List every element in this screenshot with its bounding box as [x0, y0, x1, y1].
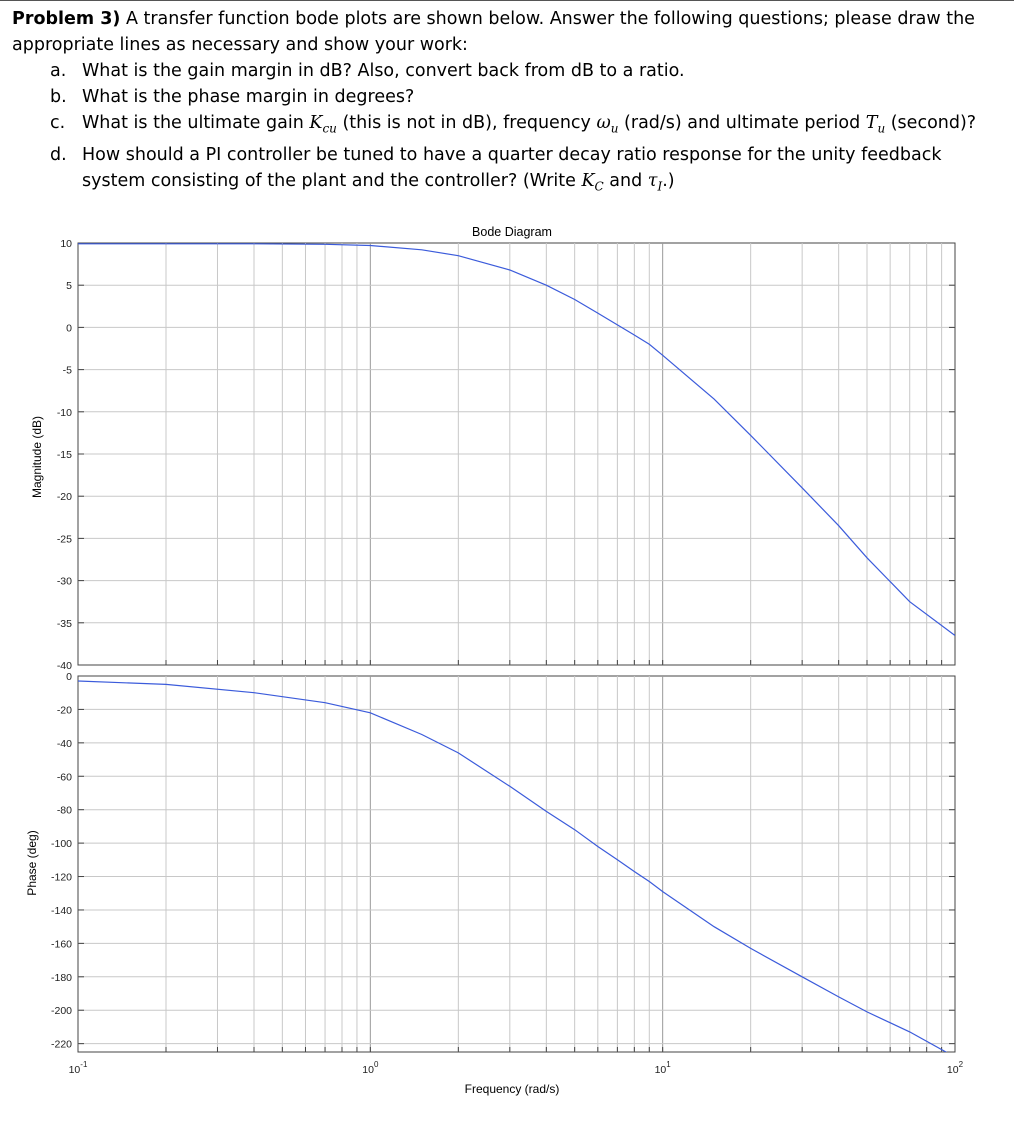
frequency-tick-labels [69, 1060, 964, 1076]
phase-ytick-label: -100 [50, 838, 72, 851]
ultimate-frequency-symbol: $\omega_u$ [596, 113, 619, 136]
question-list [50, 58, 1000, 199]
frequency-tick-label: $10^{-1}$ [68, 1060, 88, 1076]
magnitude-ytick-label: -25 [56, 533, 72, 546]
question-letter: a. [50, 61, 67, 81]
ultimate-period-symbol: $T_u$ [865, 113, 886, 136]
top-rule [0, 0, 1014, 1]
phase-ytick-label: -220 [50, 1038, 72, 1051]
phase-ytick-label: -200 [50, 1005, 72, 1018]
phase-ytick-label: -80 [56, 804, 72, 817]
magnitude-panel [57, 238, 955, 672]
phase-ytick-label: 0 [66, 671, 72, 683]
question-text-part: and [603, 170, 648, 191]
magnitude-ytick-label: -30 [56, 575, 72, 588]
magnitude-ytick-label: -40 [56, 660, 72, 672]
chart-title: Bode Diagram [472, 225, 552, 239]
frequency-tick-label: $10^2$ [946, 1060, 964, 1076]
magnitude-ytick-label: -10 [56, 406, 72, 419]
question-letter: b. [50, 87, 67, 107]
frequency-tick-label: $10^1$ [654, 1060, 671, 1076]
phase-ytick-label: -180 [50, 971, 72, 984]
question-letter: d. [50, 144, 67, 165]
phase-frame [78, 676, 955, 1052]
question-text-part: .) [662, 170, 675, 191]
x-axis-label: Frequency (rad/s) [464, 1082, 560, 1096]
question-d [50, 142, 1000, 200]
question-text-part: How should a PI controller be tuned to have a quarter decay ratio response for the unity feedback system consisting of the plant and the controller? (Write [82, 144, 942, 191]
phase-ytick-label: -20 [56, 704, 72, 717]
question-b [50, 84, 1000, 110]
problem-intro-text: A transfer function bode plots are shown below. Answer the following questions; please draw the appropriate lines as necessary and show your work: [12, 9, 975, 55]
magnitude-ytick-label: -5 [62, 364, 72, 377]
frequency-tick-label: $10^0$ [362, 1060, 379, 1076]
magnitude-ytick-label: 10 [60, 238, 72, 250]
question-text-part: (second)? [885, 113, 977, 133]
problem-intro [12, 6, 1002, 58]
question-text-part: (rad/s) and ultimate period [618, 113, 866, 133]
question-text-part: (this is not in dB), frequency [336, 113, 597, 133]
magnitude-ytick-label: -15 [56, 449, 72, 461]
magnitude-ytick-label: -35 [56, 617, 72, 630]
bode-diagram [0, 220, 1014, 1110]
phase-ytick-label: -140 [50, 904, 72, 917]
phase-ytick-label: -60 [56, 771, 72, 784]
question-letter: c. [50, 113, 66, 133]
question-text-part: What is the ultimate gain [82, 113, 310, 133]
question-a [50, 58, 1000, 84]
phase-axis-label: Phase (deg) [25, 830, 39, 896]
problem-label: Problem 3) [12, 9, 121, 29]
phase-panel [51, 671, 955, 1057]
question-text: What is the gain margin in dB? Also, convert back from dB to a ratio. [82, 61, 685, 81]
question-text: What is the phase margin in degrees? [82, 87, 415, 107]
ultimate-gain-symbol: $K_{cu}$ [309, 113, 337, 136]
magnitude-axis-label: Magnitude (dB) [30, 415, 44, 499]
phase-ytick-label: -120 [50, 871, 72, 884]
phase-ytick-label: -160 [50, 938, 72, 951]
integral-time-symbol: $\tau_I$ [647, 170, 663, 193]
magnitude-ytick-label: 5 [66, 280, 72, 293]
controller-gain-symbol: $K_C$ [581, 170, 604, 193]
magnitude-ytick-label: -20 [56, 491, 72, 504]
magnitude-ytick-label: 0 [66, 322, 72, 335]
question-c [50, 110, 1000, 142]
phase-ytick-label: -40 [56, 737, 72, 750]
